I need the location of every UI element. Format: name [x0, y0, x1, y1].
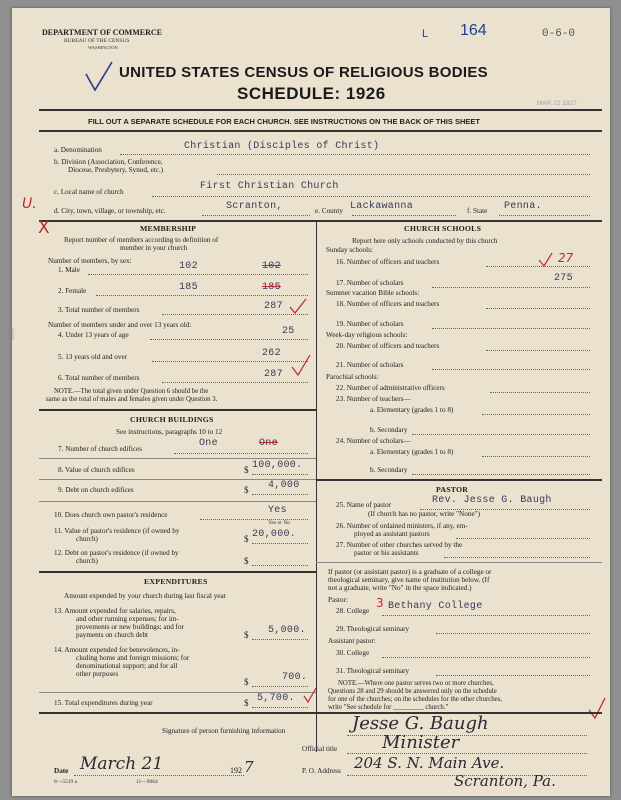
date-line	[74, 775, 244, 776]
grad-text-3: not a graduate, write "No" in the space indicated.)	[328, 584, 472, 592]
buildings-title: CHURCH BUILDINGS	[130, 415, 214, 424]
q19-label: 19. Number of scholars	[336, 320, 404, 328]
membership-intro: Report number of members according to definition of	[64, 236, 219, 244]
asst-sub-label: Assistant pastor:	[328, 637, 376, 645]
q30-label: 30. College	[336, 649, 370, 657]
q28-line	[382, 615, 590, 616]
q8-dollar: $	[244, 465, 249, 475]
q24a-label: a. Elementary (grades 1 to 8)	[370, 448, 454, 456]
q13-dollar: $	[244, 630, 249, 640]
denomination-label: a. Denomination	[54, 146, 102, 154]
city-line	[202, 215, 310, 216]
stamp-code: 0-6-0	[542, 28, 576, 40]
membership-note: NOTE.—The total given under Question 6 should be the	[54, 388, 209, 395]
q4-value: 25	[282, 326, 295, 337]
q13-label-3: provements or new buildings; and for	[76, 623, 184, 631]
q6-label: 6. Total number of members	[58, 374, 140, 382]
q8-value: 100,000.	[252, 460, 303, 471]
q3-check-icon	[288, 297, 308, 320]
q27-line	[444, 557, 590, 558]
official-title-label: Official title	[302, 745, 338, 753]
state-line	[499, 215, 590, 216]
q9-rule	[39, 501, 316, 502]
q23-label: 23. Number of teachers—	[336, 395, 411, 403]
q21-label: 21. Number of scholars	[336, 361, 404, 369]
q14-label-2: cluding home and foreign missions; for	[76, 654, 190, 662]
q7-line	[174, 453, 308, 454]
weekday-label: Week-day religious schools:	[326, 331, 408, 339]
q17-label: 17. Number of scholars	[336, 279, 404, 287]
q29-line	[436, 633, 590, 634]
q28-label: 28. College	[336, 607, 370, 615]
q2-struck-value: 185	[262, 282, 281, 293]
form-number-2: 11—9064	[136, 779, 158, 785]
q21-line	[432, 369, 590, 370]
form-title: UNITED STATES CENSUS OF RELIGIOUS BODIES	[119, 64, 488, 81]
q13-label: 13. Amount expended for salaries, repairs,	[54, 607, 176, 615]
q13-label-2: and other running expenses; for im-	[76, 615, 179, 623]
church-name-line	[152, 196, 590, 197]
body-bottom-rule	[39, 712, 602, 714]
q4-line	[150, 339, 308, 340]
q11-line	[252, 543, 308, 544]
pastor-note-4: write "See schedule for _________ church."	[328, 704, 449, 711]
yes-no-hint: Yes or No	[268, 520, 291, 526]
q23a-line	[482, 414, 590, 415]
county-line	[352, 215, 456, 216]
q31-line	[436, 675, 590, 676]
po-address-label: P. O. Address	[302, 767, 341, 775]
q13-line	[252, 639, 308, 640]
q13-label-4: payments on church debt	[76, 631, 149, 639]
q20-line	[486, 350, 590, 351]
stamp-letter: L	[422, 28, 429, 40]
county-value: Lackawanna	[350, 201, 414, 212]
q12-label-2: church)	[76, 557, 98, 565]
q7-label: 7. Number of church edifices	[58, 445, 143, 453]
q10-label: 10. Does church own pastor's residence	[54, 511, 168, 519]
schools-title: CHURCH SCHOOLS	[404, 224, 482, 233]
q29-label: 29. Theological seminary	[336, 625, 410, 633]
county-label: e. County	[315, 207, 343, 215]
church-name-value: First Christian Church	[200, 181, 339, 192]
by-sex-label: Number of members, by sex:	[48, 257, 132, 265]
q7-struck-value: One	[259, 438, 278, 449]
grad-text: If pastor (or assistant pastor) is a graduate of a college or	[328, 568, 492, 576]
q9-line	[252, 494, 308, 495]
q14-dollar: $	[244, 677, 249, 687]
q27-label: 27. Number of other churches served by the	[336, 541, 463, 549]
census-schedule-page	[6, 8, 610, 796]
expenditures-title: EXPENDITURES	[144, 577, 208, 586]
column-divider	[316, 220, 317, 752]
q1-struck-value: 102	[262, 261, 281, 272]
q28-mark: 3	[376, 596, 384, 610]
po-address-city: Scranton, Pa.	[454, 772, 556, 790]
year-prefix: 192	[230, 766, 242, 775]
q14-label: 14. Amount expended for benevolences, in-	[54, 646, 180, 654]
official-title-value: Minister	[382, 732, 460, 753]
margin-u-mark: U.	[22, 196, 37, 212]
q1-value: 102	[179, 261, 198, 272]
bureau-city: WASHINGTON	[88, 45, 118, 50]
q16-label: 16. Number of officers and teachers	[336, 258, 440, 266]
pastor-note: NOTE.—Where one pastor serves two or more churches,	[338, 680, 494, 687]
q6-value: 287	[264, 369, 283, 380]
pastor-note-2: Questions 28 and 29 should be answered only on the schedule	[328, 688, 497, 695]
signature-label: Signature of person furnishing information	[162, 727, 286, 735]
vacation-label: Summer vacation Bible schools:	[326, 289, 420, 297]
q14-label-3: denominational support; and for all	[76, 662, 178, 670]
denomination-line	[120, 154, 590, 155]
pastor-note-3: for one of the churches; on the schedules for the other churches,	[328, 696, 503, 703]
q9-value: 4,000	[268, 480, 300, 491]
q8-line	[252, 474, 308, 475]
q4-label: 4. Under 13 years of age	[58, 331, 129, 339]
q26-line	[456, 538, 590, 539]
form-number: 8—5519 a	[54, 779, 78, 785]
expenditures-intro: Amount expended by your church during last fiscal year	[64, 592, 227, 600]
form-subtitle: SCHEDULE: 1926	[237, 84, 386, 103]
date-stamp: MAR 22 1927	[537, 100, 577, 107]
division-label-2: Diocese, Presbytery, Synod, etc.)	[68, 166, 164, 174]
q3-value: 287	[264, 301, 283, 312]
q24-label: 24. Number of scholars—	[336, 437, 411, 445]
q22-line	[490, 392, 590, 393]
q11-label: 11. Value of pastor's residence (if owned by	[54, 527, 180, 535]
margin-check-icon	[587, 696, 607, 725]
q24b-label: b. Secondary	[370, 466, 408, 474]
membership-title: MEMBERSHIP	[140, 224, 197, 233]
q10-line	[200, 519, 308, 520]
q5-line	[152, 361, 308, 362]
q24a-line	[482, 456, 590, 457]
q31-label: 31. Theological seminary	[336, 667, 410, 675]
q16-check-icon	[538, 252, 554, 273]
q7-rule	[39, 458, 316, 459]
q15-value: 5,700.	[257, 693, 295, 704]
q18-line	[486, 308, 590, 309]
pastor-title: PASTOR	[436, 485, 469, 494]
q15-label: 15. Total expenditures during year	[54, 699, 153, 707]
q25-note: (If church has no pastor, write "None")	[368, 510, 480, 518]
q28-value: Bethany College	[388, 601, 483, 612]
checkmark-icon	[84, 60, 114, 99]
q15-check-icon	[302, 686, 318, 709]
q8-label: 8. Value of church edifices	[58, 466, 135, 474]
parochial-label: Parochial schools:	[326, 373, 379, 381]
q5-value: 262	[262, 348, 281, 359]
q15-line	[252, 707, 308, 708]
membership-rule	[39, 409, 316, 411]
q6-line	[162, 382, 308, 383]
ident-rule	[39, 220, 602, 222]
q6-check-icon	[290, 353, 312, 382]
q18-label: 18. Number of officers and teachers	[336, 300, 440, 308]
denomination-value: Christian (Disciples of Christ)	[184, 141, 380, 152]
church-name-label: c. Local name of church	[54, 188, 124, 196]
q9-label: 9. Debt on church edifices	[58, 486, 134, 494]
schools-intro: Report here only schools conducted by this church	[352, 237, 498, 245]
q5-label: 5. 13 years old and over	[58, 353, 128, 361]
age-label: Number of members under and over 13 years old:	[48, 321, 192, 329]
q1-line	[88, 274, 308, 275]
city-value: Scranton,	[226, 201, 283, 212]
q2-value: 185	[179, 282, 198, 293]
membership-intro-2: member in your church	[120, 244, 188, 252]
po-address-value: 204 S. N. Main Ave.	[354, 754, 505, 772]
q12-dollar: $	[244, 556, 249, 566]
state-value: Penna.	[504, 201, 542, 212]
q14-value: 700.	[282, 672, 308, 683]
sunday-label: Sunday schools:	[326, 246, 373, 254]
pastor-mid-rule	[316, 562, 602, 563]
q10-value: Yes	[268, 505, 287, 516]
q14-line	[252, 686, 308, 687]
q30-line	[382, 657, 590, 658]
division-label: b. Division (Association, Conference,	[54, 158, 163, 166]
q12-line	[252, 565, 308, 566]
schools-rule	[316, 479, 602, 481]
q3-line	[162, 314, 308, 315]
buildings-rule	[39, 571, 316, 573]
q25-value: Rev. Jesse G. Baugh	[432, 495, 552, 506]
q2-label: 2. Female	[58, 287, 87, 295]
q16-value: 27	[558, 251, 574, 265]
date-value: March 21	[80, 754, 164, 774]
buildings-intro: See instructions, paragraphs 10 to 12	[116, 428, 223, 436]
q20-label: 20. Number of officers and teachers	[336, 342, 440, 350]
q22-label: 22. Number of administrative officers	[336, 384, 445, 392]
date-label: Date	[54, 767, 69, 775]
q23b-label: b. Secondary	[370, 426, 408, 434]
q11-label-2: church)	[76, 535, 98, 543]
q3-label: 3. Total number of members	[58, 306, 140, 314]
membership-note-2: same as the total of males and females given under Question 3.	[46, 396, 218, 403]
q26-label-2: ployed as assistant pastors	[354, 530, 430, 538]
instruction-line: FILL OUT A SEPARATE SCHEDULE FOR EACH CHURCH. SEE INSTRUCTIONS ON THE BACK OF THIS SHEET	[88, 117, 480, 126]
q26-label: 26. Number of ordained ministers, if any, em-	[336, 522, 468, 530]
q13-value: 5,000.	[268, 625, 306, 636]
q15-dollar: $	[244, 698, 249, 708]
header-rule	[39, 109, 602, 111]
q23a-label: a. Elementary (grades 1 to 8)	[370, 406, 454, 414]
x-mark: X	[38, 218, 50, 238]
q27-label-2: pastor or his assistants	[354, 549, 419, 557]
q7-value: One	[199, 438, 218, 449]
state-label: f. State	[467, 207, 488, 215]
margin-number: 333	[6, 328, 15, 340]
q24b-line	[412, 474, 590, 475]
instruction-rule	[39, 130, 602, 132]
q11-value: 20,000.	[252, 529, 297, 540]
city-label: d. City, town, village, or township, etc.	[54, 207, 166, 215]
q1-label: 1. Male	[58, 266, 80, 274]
grad-text-2: theological seminary, give name of institution below. (If	[328, 576, 490, 584]
q14-label-4: other purposes	[76, 670, 119, 678]
year-digit: 7	[244, 758, 254, 776]
q9-dollar: $	[244, 485, 249, 495]
q25-label: 25. Name of pastor	[336, 501, 392, 509]
pastor-sub-label: Pastor:	[328, 596, 348, 604]
dept-name: DEPARTMENT OF COMMERCE	[42, 28, 163, 37]
bureau-name: BUREAU OF THE CENSUS	[64, 38, 130, 44]
stamp-number: 164	[460, 22, 487, 39]
q12-label: 12. Debt on pastor's residence (if owned by	[54, 549, 179, 557]
signature-value: Jesse G. Baugh	[352, 713, 489, 734]
q17-value: 275	[554, 273, 573, 284]
q2-line	[96, 295, 308, 296]
q19-line	[432, 328, 590, 329]
q17-line	[432, 287, 590, 288]
q23b-line	[412, 434, 590, 435]
q11-dollar: $	[244, 534, 249, 544]
division-line	[217, 174, 590, 175]
